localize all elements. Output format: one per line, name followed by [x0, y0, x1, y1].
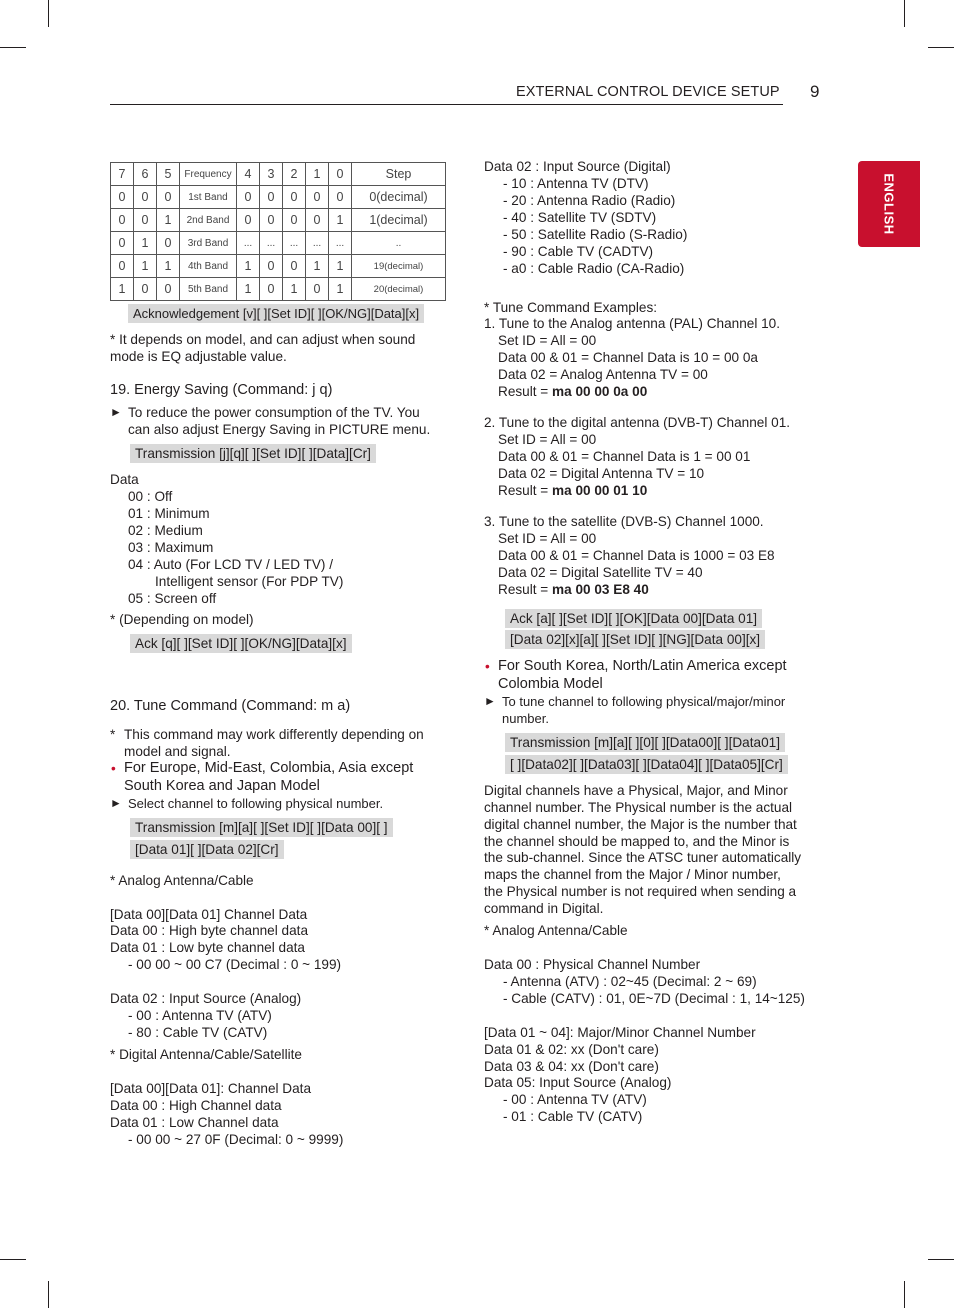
example-line: Data 02 = Digital Antenna TV = 10: [498, 466, 705, 481]
crop-mark: [928, 1259, 954, 1260]
input-source-item: - 00 : Antenna TV (ATV): [128, 1008, 272, 1023]
section-20-transmission-text: Transmission [m][a][ ][Set ID][ ][Data 00][ ]: [130, 818, 393, 837]
arrow-icon: ►: [484, 694, 496, 708]
example-line: Set ID = All = 00: [498, 432, 597, 447]
digital-input-item: - a0 : Cable Radio (CA-Radio): [503, 261, 685, 276]
table-cell: 0: [306, 186, 329, 209]
section-19-desc: can also adjust Energy Saving in PICTURE menu.: [128, 422, 431, 437]
table-cell: 1: [329, 255, 352, 278]
page-number: 9: [810, 82, 820, 101]
table-cell: 1: [329, 278, 352, 301]
digital-input-item: - 10 : Antenna TV (DTV): [503, 176, 649, 191]
example-2-title: 2. Tune to the digital antenna (DVB-T) Channel 01.: [484, 415, 791, 430]
table-cell: 1: [134, 255, 157, 278]
table-cell: 0: [260, 209, 283, 232]
physical-channel-item: - Cable (CATV) : 01, 0E~7D (Decimal : 1, 14~125): [503, 991, 805, 1006]
frequency-table: [110, 162, 446, 301]
crop-mark: [0, 1259, 26, 1260]
digital-input-item: - 50 : Satellite Radio (S-Radio): [503, 227, 688, 242]
major-minor-line: Data 01 & 02: xx (Don't care): [484, 1042, 659, 1057]
digital-heading: * Digital Antenna/Cable/Satellite: [110, 1047, 302, 1062]
bullet-icon: •: [485, 659, 490, 674]
table-cell: 1: [283, 278, 306, 301]
section-20-note: model and signal.: [124, 744, 231, 759]
table-cell: 0: [260, 186, 283, 209]
table-cell: 1: [329, 209, 352, 232]
tune-ack-text: [Data 02][x][a][ ][Set ID][ ][NG][Data 00][x]: [505, 630, 765, 649]
digital-range: - 00 00 ~ 27 0F (Decimal: 0 ~ 9999): [128, 1132, 344, 1147]
section-19-transmission: [130, 444, 376, 463]
table-cell: 5th Band: [180, 278, 237, 301]
table-cell: 0: [329, 186, 352, 209]
table-cell: 3rd Band: [180, 232, 237, 255]
crop-mark: [0, 47, 26, 48]
table-header-row: [111, 163, 446, 186]
table-cell: ...: [260, 232, 283, 255]
table-header-cell: 4: [237, 163, 260, 186]
table-cell: 4th Band: [180, 255, 237, 278]
major-minor-line: Data 05: Input Source (Analog): [484, 1075, 672, 1090]
example-1-title: 1. Tune to the Analog antenna (PAL) Channel 10.: [484, 316, 781, 331]
table-cell: 0: [134, 209, 157, 232]
digital-input-item: - 20 : Antenna Radio (Radio): [503, 193, 676, 208]
tune-ack: [505, 630, 765, 649]
table-cell: ...: [237, 232, 260, 255]
input-source-item: - 80 : Cable TV (CATV): [128, 1025, 268, 1040]
table-cell: 1: [306, 255, 329, 278]
table-cell: 0: [283, 209, 306, 232]
section-19-title: 19. Energy Saving (Command: j q): [110, 382, 333, 398]
depend-note: * (Depending on model): [110, 612, 254, 627]
digital-line: [Data 00][Data 01]: Channel Data: [110, 1081, 312, 1096]
eq-note: mode is EQ adjustable value.: [110, 349, 287, 364]
language-tab-label: ENGLISH: [881, 173, 897, 235]
ack-frame: [128, 304, 424, 323]
table-cell: 1: [134, 232, 157, 255]
table-cell: 0: [237, 209, 260, 232]
result-value: ma 00 03 E8 40: [552, 582, 649, 597]
para-line: the channel should be mapped to, and the Minor is: [484, 834, 790, 849]
language-tab: [858, 161, 920, 247]
example-line: Data 00 & 01 = Channel Data is 1 = 00 01: [498, 449, 751, 464]
table-cell: 0: [306, 278, 329, 301]
table-cell: 0: [260, 255, 283, 278]
result-label: Result =: [498, 582, 553, 597]
example-line: Data 02 = Digital Satellite TV = 40: [498, 565, 703, 580]
table-row: [111, 232, 446, 255]
table-header-cell: 3: [260, 163, 283, 186]
table-header-cell: 7: [111, 163, 134, 186]
table-header-cell: 6: [134, 163, 157, 186]
para-line: command in Digital.: [484, 901, 604, 916]
input-source-item: - 00 : Antenna TV (ATV): [503, 1092, 647, 1107]
table-cell: 0: [157, 232, 180, 255]
table-cell: 1: [237, 255, 260, 278]
para-line: Digital channels have a Physical, Major, and Minor: [484, 783, 788, 798]
table-cell: 0: [283, 186, 306, 209]
section-20-transmission-text: [Data 01][ ][Data 02][Cr]: [130, 840, 284, 859]
data-item: 00 : Off: [128, 489, 173, 504]
table-row: [111, 209, 446, 232]
analog-line: Data 01 : Low byte channel data: [110, 940, 305, 955]
analog-line: Data 00 : High byte channel data: [110, 923, 308, 938]
data-label: Data: [110, 472, 139, 487]
example-line: Data 00 & 01 = Channel Data is 10 = 00 0a: [498, 350, 758, 365]
physical-channel-item: - Antenna (ATV) : 02~45 (Decimal: 2 ~ 69): [503, 974, 757, 989]
result-label: Result =: [498, 483, 553, 498]
select-note: Select channel to following physical number.: [128, 796, 384, 811]
data-item: Intelligent sensor (For PDP TV): [155, 574, 344, 589]
example-result: [498, 482, 647, 499]
section-20-transmission: [130, 818, 393, 837]
analog-line: [Data 00][Data 01] Channel Data: [110, 907, 308, 922]
digital-input-item: - 40 : Satellite TV (SDTV): [503, 210, 657, 225]
section-title: EXTERNAL CONTROL DEVICE SETUP: [516, 84, 780, 100]
data-item: 02 : Medium: [128, 523, 203, 538]
table-cell: 0: [111, 232, 134, 255]
korea-tune-note: To tune channel to following physical/major/minor: [502, 694, 786, 709]
example-line: Data 00 & 01 = Channel Data is 1000 = 03 E8: [498, 548, 775, 563]
arrow-icon: ►: [110, 405, 122, 419]
digital-input-title: Data 02 : Input Source (Digital): [484, 159, 671, 174]
data-item: 04 : Auto (For LCD TV / LED TV) /: [128, 557, 333, 572]
table-cell: 0: [134, 278, 157, 301]
table-row: [111, 186, 446, 209]
para-line: digital channel number, the Major is the number that: [484, 817, 797, 832]
example-3-title: 3. Tune to the satellite (DVB-S) Channel 1000.: [484, 514, 764, 529]
section-20-note: This command may work differently depending on: [124, 727, 424, 742]
star-marker: *: [110, 727, 116, 742]
table-cell: ...: [283, 232, 306, 255]
data-item: 03 : Maximum: [128, 540, 214, 555]
table-cell: 1(decimal): [352, 209, 446, 232]
crop-mark: [48, 0, 49, 27]
result-value: ma 00 00 0a 00: [552, 384, 648, 399]
result-value: ma 00 00 01 10: [552, 483, 648, 498]
europe-model: South Korea and Japan Model: [124, 778, 320, 794]
table-cell: ...: [306, 232, 329, 255]
header-rule: [110, 104, 783, 105]
table-cell: 0: [111, 209, 134, 232]
korea-tune-note: number.: [502, 711, 549, 726]
ack-frame-text: Acknowledgement [v][ ][Set ID][ ][OK/NG][Data][x]: [128, 304, 424, 323]
analog-heading: * Analog Antenna/Cable: [110, 873, 254, 888]
major-minor-line: [Data 01 ~ 04]: Major/Minor Channel Number: [484, 1025, 756, 1040]
example-line: Set ID = All = 00: [498, 333, 597, 348]
table-cell: 1: [111, 278, 134, 301]
table-cell: 1: [157, 255, 180, 278]
para-line: maps the channel from the Major / Minor number,: [484, 867, 781, 882]
europe-model: For Europe, Mid-East, Colombia, Asia except: [124, 760, 414, 776]
table-header-cell: 2: [283, 163, 306, 186]
para-line: the sub-channel. Since the ATSC tuner automatically: [484, 850, 802, 865]
example-line: Set ID = All = 00: [498, 531, 597, 546]
para-line: the Physical number is not required when sending a: [484, 884, 797, 899]
korea-transmission: [505, 733, 785, 752]
crop-mark: [904, 1281, 905, 1308]
korea-model: Colombia Model: [498, 676, 603, 692]
table-cell: 0: [283, 255, 306, 278]
table-cell: 1st Band: [180, 186, 237, 209]
table-header-cell: Frequency: [180, 163, 237, 186]
table-cell: 1: [237, 278, 260, 301]
crop-mark: [904, 0, 905, 27]
table-cell: 19(decimal): [352, 255, 446, 278]
section-19-transmission-text: Transmission [j][q][ ][Set ID][ ][Data][Cr]: [130, 444, 376, 463]
section-19-desc: To reduce the power consumption of the TV. You: [128, 405, 420, 420]
table-cell: 0(decimal): [352, 186, 446, 209]
table-cell: 0: [157, 186, 180, 209]
input-source-item: - 01 : Cable TV (CATV): [503, 1109, 643, 1124]
table-row: [111, 255, 446, 278]
table-header-cell: 1: [306, 163, 329, 186]
table-cell: 0: [260, 278, 283, 301]
korea-model: For South Korea, North/Latin America except: [498, 658, 787, 674]
arrow-icon: ►: [110, 796, 122, 810]
table-row: [111, 278, 446, 301]
table-cell: ..: [352, 232, 446, 255]
table-header-cell: Step: [352, 163, 446, 186]
table-cell: 20(decimal): [352, 278, 446, 301]
table-cell: 0: [111, 255, 134, 278]
korea-transmission-text: Transmission [m][a][ ][0][ ][Data00][ ][Data01]: [505, 733, 785, 752]
section-20-title: 20. Tune Command (Command: m a): [110, 698, 351, 714]
input-source-title: Data 02 : Input Source (Analog): [110, 991, 302, 1006]
bullet-icon: •: [111, 761, 116, 776]
para-line: channel number. The Physical number is the actual: [484, 800, 793, 815]
major-minor-line: Data 03 & 04: xx (Don't care): [484, 1059, 659, 1074]
table-cell: 0: [111, 186, 134, 209]
table-cell: 0: [306, 209, 329, 232]
tune-ack-text: Ack [a][ ][Set ID][ ][OK][Data 00][Data 01]: [505, 609, 762, 628]
analog-heading: * Analog Antenna/Cable: [484, 923, 628, 938]
analog-range: - 00 00 ~ 00 C7 (Decimal : 0 ~ 199): [128, 957, 342, 972]
table-header-cell: 0: [329, 163, 352, 186]
example-line: Data 02 = Analog Antenna TV = 00: [498, 367, 708, 382]
example-result: [498, 581, 649, 598]
result-label: Result =: [498, 384, 553, 399]
examples-title: * Tune Command Examples:: [484, 300, 658, 315]
data-item: 01 : Minimum: [128, 506, 210, 521]
table-cell: 1: [157, 209, 180, 232]
table-cell: 0: [237, 186, 260, 209]
data-item: 05 : Screen off: [128, 591, 217, 606]
section-19-ack: [130, 634, 352, 653]
eq-note: * It depends on model, and can adjust when sound: [110, 332, 416, 347]
table-cell: ...: [329, 232, 352, 255]
example-result: [498, 383, 647, 400]
crop-mark: [928, 47, 954, 48]
table-cell: 0: [157, 278, 180, 301]
table-cell: 0: [134, 186, 157, 209]
table-cell: 2nd Band: [180, 209, 237, 232]
korea-transmission-text: [ ][Data02][ ][Data03][ ][Data04][ ][Data05][Cr]: [505, 755, 788, 774]
physical-channel-title: Data 00 : Physical Channel Number: [484, 957, 701, 972]
digital-line: Data 00 : High Channel data: [110, 1098, 282, 1113]
section-19-ack-text: Ack [q][ ][Set ID][ ][OK/NG][Data][x]: [130, 634, 352, 653]
digital-line: Data 01 : Low Channel data: [110, 1115, 279, 1130]
digital-input-item: - 90 : Cable TV (CADTV): [503, 244, 654, 259]
crop-mark: [48, 1281, 49, 1308]
table-header-cell: 5: [157, 163, 180, 186]
tune-ack: [505, 609, 762, 628]
section-20-transmission: [130, 840, 284, 859]
korea-transmission: [505, 755, 788, 774]
